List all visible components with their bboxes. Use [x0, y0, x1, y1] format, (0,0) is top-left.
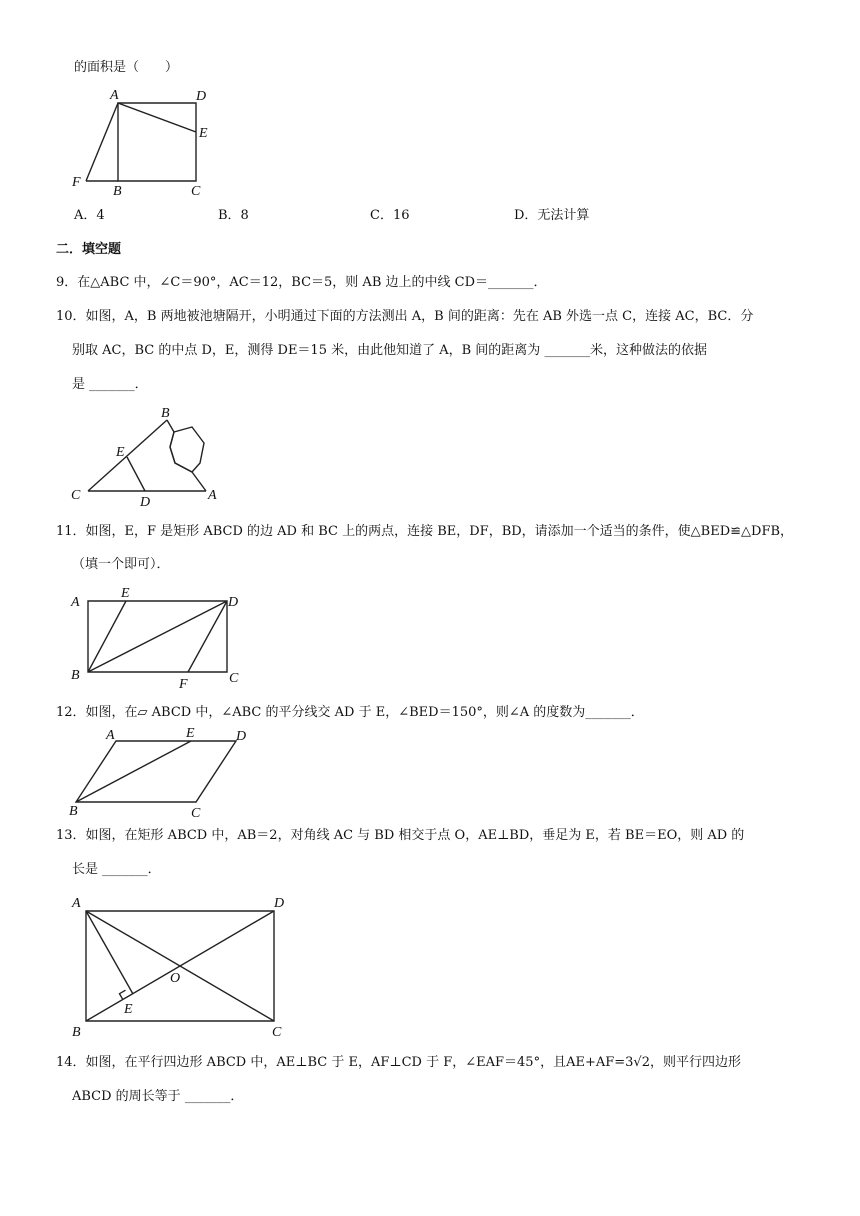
q10-segment-cb	[88, 420, 167, 491]
q10-label-d: D	[140, 495, 151, 510]
q8-label-f: F	[72, 175, 81, 190]
q11-segment-bd	[88, 601, 227, 672]
q10-line2: 别取 AC，BC 的中点 D，E，测得 DE＝15 米，由此他知道了 A，B 间的距离为 _______米，这种做法的依据	[72, 343, 707, 358]
q11-label-f: F	[179, 677, 188, 692]
q11-line2: （填一个即可）．	[72, 557, 170, 572]
q12-label-b: B	[69, 804, 78, 819]
q13-label-a: A	[72, 896, 81, 911]
q12-line1: 12．如图，在▱ ABCD 中，∠ABC 的平分线交 AD 于 E，∠BED＝150°，则∠A 的度数为_______．	[56, 705, 644, 720]
q10-label-e: E	[116, 445, 125, 460]
q8-label-b: B	[113, 184, 122, 199]
q8-segment-ae	[118, 103, 196, 132]
q10-line1: 10．如图，A，B 两地被池塘隔开，小明通过下面的方法测出 A，B 间的距离：先在 AB 外选一点 C，连接 AC，BC．分	[56, 309, 754, 324]
q8-option-a: A．4	[74, 208, 105, 223]
q8-label-d: D	[196, 89, 207, 104]
q10-figure	[66, 402, 236, 510]
q9-text: 9．在△ABC 中，∠C＝90°，AC＝12，BC＝5，则 AB 边上的中线 CD＝_______．	[56, 275, 547, 290]
q8-stem-tail: 的面积是（ ）	[74, 60, 179, 75]
q14-line1: 14．如图，在平行四边形 ABCD 中，AE⊥BC 于 E，AF⊥CD 于 F，∠EAF＝45°，且AE+AF=3√2，则平行四边形	[56, 1055, 741, 1070]
q12-label-c: C	[191, 806, 201, 821]
q12-label-e: E	[186, 726, 195, 741]
q12-label-d: D	[236, 729, 247, 744]
q12-parallelogram-abcd	[76, 741, 236, 802]
q12-figure	[66, 724, 256, 820]
q13-label-d: D	[274, 896, 285, 911]
q11-label-e: E	[121, 586, 130, 601]
q12-label-a: A	[106, 728, 115, 743]
q12-segment-be	[76, 741, 191, 802]
q11-line1: 11．如图，E，F 是矩形 ABCD 的边 AD 和 BC 上的两点，连接 BE，DF，BD，请添加一个适当的条件，使△BED≌△DFB，	[56, 524, 794, 539]
q14-line2: ABCD 的周长等于 _______．	[72, 1089, 244, 1104]
q11-label-d: D	[228, 595, 239, 610]
q10-line3: 是 _______．	[72, 377, 148, 392]
q8-option-b: B．8	[218, 208, 249, 223]
section-heading: 二．填空题	[56, 242, 122, 257]
q13-label-e: E	[124, 1002, 133, 1017]
q13-segment-ae	[86, 911, 133, 994]
q10-label-a: A	[208, 488, 217, 503]
q8-option-d: D．无法计算	[514, 208, 590, 223]
q13-label-b: B	[72, 1025, 81, 1040]
q13-label-o: O	[170, 971, 181, 986]
q10-label-b: B	[161, 406, 170, 421]
q8-label-c: C	[191, 184, 201, 199]
q13-figure	[66, 893, 296, 1041]
q11-segment-be	[88, 601, 126, 672]
q8-figure	[68, 86, 218, 199]
q13-line2: 长是 _______．	[72, 862, 161, 877]
q8-option-c: C．16	[370, 208, 410, 223]
q8-segment-af	[86, 103, 118, 181]
q13-label-c: C	[272, 1025, 282, 1040]
q8-label-e: E	[199, 126, 208, 141]
q13-line1: 13．如图，在矩形 ABCD 中，AB＝2，对角线 AC 与 BD 相交于点 O，AE⊥BD，垂足为 E，若 BE＝EO，则 AD 的	[56, 828, 745, 843]
q11-label-b: B	[71, 668, 80, 683]
q10-segment-ed	[127, 457, 145, 491]
q8-square-abcd	[118, 103, 196, 181]
q10-pond	[170, 427, 204, 472]
q11-figure	[66, 586, 256, 690]
q11-label-c: C	[229, 671, 239, 686]
q8-label-a: A	[110, 88, 119, 103]
q10-label-c: C	[71, 488, 81, 503]
q11-label-a: A	[71, 595, 80, 610]
